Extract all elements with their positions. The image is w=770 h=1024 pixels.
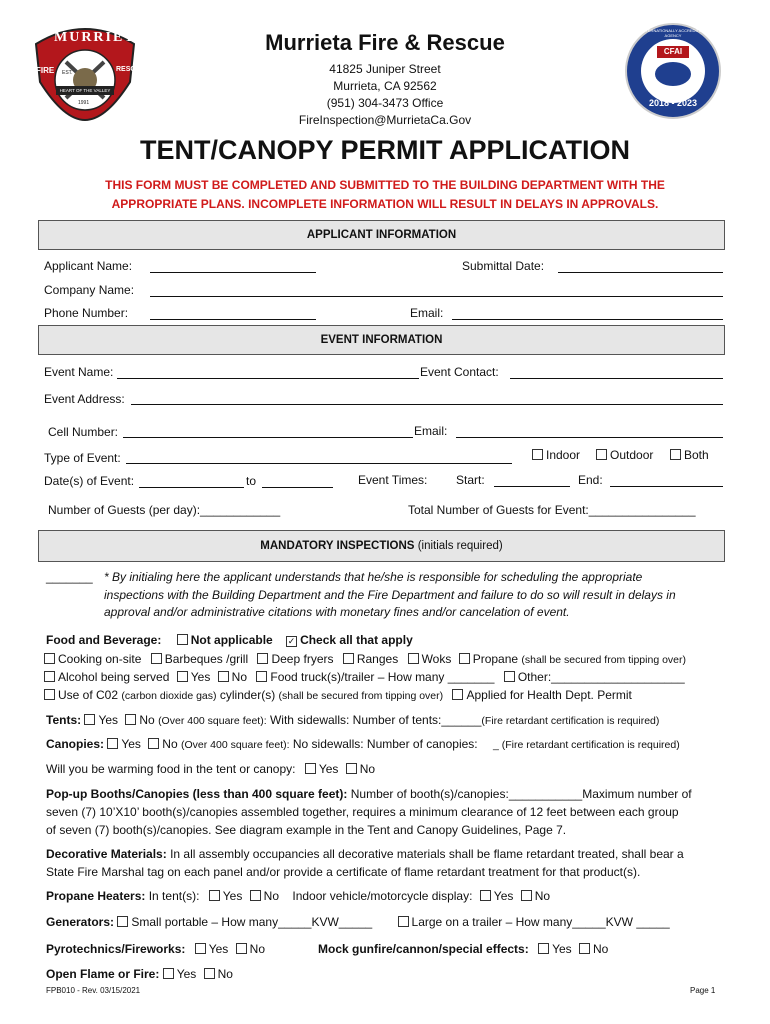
end-time-field[interactable] (610, 486, 723, 487)
date-from-field[interactable] (139, 487, 244, 488)
guests-per-day[interactable]: Number of Guests (per day):____________ (48, 503, 281, 517)
tents-yes-checkbox[interactable] (84, 714, 95, 725)
outdoor-checkbox[interactable] (596, 449, 607, 460)
form-title: TENT/CANOPY PERMIT APPLICATION (139, 135, 631, 165)
applicant-name-label: Applicant Name: (44, 259, 133, 273)
vehicle-yes-label: Yes (493, 889, 514, 903)
org-phone: (951) 304-3473 Office (326, 96, 444, 110)
event-address-label: Event Address: (44, 392, 125, 406)
bbq-option[interactable] (151, 652, 248, 666)
canopies-no-option[interactable] (148, 737, 177, 751)
pyro-no-option[interactable] (236, 942, 265, 956)
tents-no-option[interactable] (125, 713, 154, 727)
initials-text-line3: approval and/or administrative citations with monetary fines and/or cancelation of event. (104, 605, 570, 619)
to-label: to (246, 474, 257, 488)
company-name-field[interactable] (150, 296, 723, 297)
cooking-checkbox[interactable] (44, 653, 55, 664)
propane-heaters-row (46, 889, 550, 903)
warming-no-checkbox[interactable] (346, 763, 357, 774)
open-flame-label: Open Flame or Fire: (46, 967, 160, 981)
food-row3 (44, 688, 632, 702)
small-generator-option[interactable] (117, 915, 372, 929)
tents-yes-label: Yes (98, 713, 119, 727)
org-email: FireInspection@MurrietaCa.Gov (298, 113, 472, 127)
warming-yes-label: Yes (318, 762, 339, 776)
cell-number-field[interactable] (123, 437, 413, 438)
applicant-name-field[interactable] (150, 272, 316, 273)
event-contact-field[interactable] (510, 378, 723, 379)
mock-yes-label: Yes (552, 942, 572, 956)
logo-right-text: RESCUE (116, 66, 146, 73)
food-truck-label: Food truck(s)/trailer – How many _______ (270, 670, 495, 684)
applicant-email-field[interactable] (452, 319, 723, 320)
woks-label: Woks (421, 652, 452, 666)
tents-yes-option[interactable] (84, 713, 118, 727)
event-email-field[interactable] (456, 437, 723, 438)
both-checkbox[interactable] (670, 449, 681, 460)
canopies-cert-note[interactable]: _ (Fire retardant certification is required) (492, 739, 680, 751)
woks-option[interactable] (408, 652, 452, 666)
applicant-email-label: Email: (410, 306, 444, 320)
alcohol-option (44, 670, 169, 684)
warming-yes-option[interactable] (305, 762, 339, 776)
in-tents-label: In tent(s): (148, 889, 200, 903)
propane-yes-label: Yes (222, 889, 243, 903)
tents-label: Tents: (46, 713, 82, 727)
pyro-no-label: No (249, 942, 265, 956)
canopies-label: Canopies: (46, 737, 105, 751)
woks-checkbox[interactable] (408, 653, 419, 664)
generators-label: Generators: (46, 915, 115, 929)
warming-no-option[interactable] (346, 762, 375, 776)
decorative-text1: In all assembly occupancies all decorative materials shall be flame retardant treated, shall bear a (170, 847, 684, 861)
vehicle-no-checkbox[interactable] (521, 890, 532, 901)
co2-option[interactable] (44, 688, 118, 702)
event-contact-label: Event Contact: (420, 365, 499, 379)
mock-no-option[interactable] (579, 942, 608, 956)
popup-label: Pop-up Booths/Canopies (less than 400 square feet): (46, 787, 348, 801)
canopies-count-label: No sidewalls: Number of canopies: (292, 737, 478, 751)
check-all-option[interactable] (286, 633, 413, 647)
logo-left-text: FIRE (36, 66, 55, 75)
vehicle-yes-option[interactable] (480, 889, 514, 903)
warming-row (46, 762, 375, 776)
warming-yes-checkbox[interactable] (305, 763, 316, 774)
both-label: Both (684, 448, 709, 462)
food-truck-option[interactable] (256, 670, 494, 684)
propane-yes-option[interactable] (209, 889, 243, 903)
initials-text-line1: * By initialing here the applicant understands that he/she is responsible for scheduling the appropriate (104, 570, 643, 584)
food-row2 (44, 670, 685, 684)
seal-years-text: 2018 - 2023 (648, 98, 698, 108)
flame-yes-option[interactable] (163, 967, 197, 981)
canopies-no-checkbox[interactable] (148, 738, 159, 749)
submittal-date-label: Submittal Date: (462, 259, 545, 273)
large-generator-checkbox[interactable] (398, 916, 409, 927)
canopies-no-label: No (162, 737, 178, 751)
propane-no-label: No (263, 889, 280, 903)
food-beverage-row (46, 633, 413, 647)
org-address2: Murrieta, CA 92562 (333, 79, 437, 93)
start-time-field[interactable] (494, 486, 570, 487)
inspections-heading-text: MANDATORY INSPECTIONS (260, 540, 415, 552)
org-name: Murrieta Fire & Rescue (265, 30, 505, 55)
health-permit-label: Applied for Health Dept. Permit (466, 688, 632, 702)
flame-no-checkbox[interactable] (204, 968, 215, 979)
popup-line3: of seven (7) booth(s)/canopies. See diagram example in the Tent and Canopy Guidelines, Page 7. (46, 823, 567, 837)
company-name-label: Company Name: (44, 283, 135, 297)
indoor-label: Indoor (546, 448, 581, 462)
pyro-yes-checkbox[interactable] (195, 943, 206, 954)
cooking-onsite-option[interactable] (44, 652, 141, 666)
applicant-section-heading: APPLICANT INFORMATION (38, 220, 725, 250)
alcohol-no-checkbox[interactable] (218, 671, 229, 682)
deep-fryers-label: Deep fryers (271, 652, 334, 666)
end-label: End: (578, 473, 603, 487)
canopies-row (46, 737, 680, 751)
other-checkbox[interactable] (504, 671, 515, 682)
propane-no-checkbox[interactable] (250, 890, 261, 901)
mock-yes-checkbox[interactable] (538, 943, 549, 954)
mock-gunfire-row (318, 942, 608, 956)
submittal-date-field[interactable] (558, 272, 723, 273)
flame-yes-label: Yes (176, 967, 197, 981)
vehicle-no-option[interactable] (521, 889, 550, 903)
large-generator-option[interactable] (398, 915, 670, 929)
tents-no-checkbox[interactable] (125, 714, 136, 725)
total-guests[interactable]: Total Number of Guests for Event:________________ (408, 503, 696, 517)
start-label: Start: (456, 473, 485, 487)
pyro-no-checkbox[interactable] (236, 943, 247, 954)
both-option[interactable] (670, 448, 709, 462)
inspections-heading-note: (initials required) (417, 540, 503, 552)
open-flame-row (46, 967, 233, 981)
check-all-checkbox-icon[interactable]: ✓ (287, 636, 296, 646)
seal-center-text: CFAI (663, 47, 683, 56)
vehicle-display-label: Indoor vehicle/motorcycle display: (292, 889, 473, 903)
warning-line1: THIS FORM MUST BE COMPLETED AND SUBMITTED TO THE BUILDING DEPARTMENT WITH THE (105, 178, 665, 192)
propane-note: (shall be secured from tipping over) (521, 654, 686, 666)
flame-no-option[interactable] (204, 967, 233, 981)
canopies-yes-checkbox[interactable] (107, 738, 118, 749)
canopies-yes-option[interactable] (107, 737, 141, 751)
type-of-event-field[interactable] (126, 463, 512, 464)
alcohol-no-option[interactable] (218, 670, 247, 684)
flame-yes-checkbox[interactable] (163, 968, 174, 979)
org-address1: 41825 Juniper Street (329, 62, 441, 76)
flame-no-label: No (217, 967, 233, 981)
outdoor-label: Outdoor (610, 448, 654, 462)
propane-label: Propane (472, 652, 519, 666)
alcohol-yes-checkbox[interactable] (177, 671, 188, 682)
page-number: Page 1 (690, 986, 716, 995)
pyro-row (46, 942, 265, 956)
vehicle-no-label: No (534, 889, 551, 903)
ranges-label: Ranges (356, 652, 399, 666)
ranges-option[interactable] (343, 652, 398, 666)
type-of-event-label: Type of Event: (44, 451, 121, 465)
cylinder-label: cylinder(s) (219, 688, 276, 702)
small-generator-label: Small portable – How many_____KVW_____ (131, 915, 373, 929)
tents-count-field[interactable]: With sidewalls: Number of tents:______ (269, 713, 482, 727)
decorative-line1 (46, 847, 684, 861)
deep-fryers-option[interactable] (257, 652, 333, 666)
event-section-heading: EVENT INFORMATION (38, 325, 725, 355)
logo-est-text: EST. (62, 70, 73, 76)
alcohol-no-label: No (231, 670, 248, 684)
bbq-label: Barbeques /grill (164, 652, 249, 666)
not-applicable-checkbox[interactable] (177, 634, 188, 645)
propane-option[interactable] (459, 652, 518, 666)
popup-count-field[interactable]: Number of booth(s)/canopies:___________Maximum number of (350, 787, 692, 801)
co2-checkbox[interactable] (44, 689, 55, 700)
outdoor-option[interactable] (596, 448, 653, 462)
small-generator-checkbox[interactable] (117, 916, 128, 927)
health-permit-option[interactable] (452, 688, 631, 702)
food-row1 (44, 652, 686, 666)
form-number: FPB010 - Rev. 03/15/2021 (46, 986, 141, 995)
tents-note: (Over 400 square feet): (158, 715, 267, 727)
warming-label: Will you be warming food in the tent or canopy: (46, 762, 296, 776)
not-applicable-label: Not applicable (190, 633, 273, 647)
event-name-field[interactable] (117, 378, 419, 379)
alcohol-yes-label: Yes (190, 670, 211, 684)
initials-text-line2: inspections with the Building Department and the Fire Department and failure to do so will result in delays in (104, 588, 676, 602)
warning-line2: APPROPRIATE PLANS. INCOMPLETE INFORMATION WILL RESULT IN DELAYS IN APPROVALS. (111, 197, 659, 211)
event-times-label: Event Times: (358, 473, 428, 487)
dates-label: Date(s) of Event: (44, 474, 135, 488)
other-option[interactable] (504, 670, 685, 684)
cooking-label: Cooking on-site (58, 652, 142, 666)
popup-line2: seven (7) 10’X10’ booth(s)/canopies assembled together, requires a minimum clearance of 12 feet between each group (46, 805, 679, 819)
alcohol-checkbox[interactable] (44, 671, 55, 682)
phone-number-field[interactable] (150, 319, 316, 320)
cylinder-note: (shall be secured from tipping over) (278, 690, 444, 702)
popup-line1 (46, 787, 692, 801)
decorative-line2: State Fire Marshal tag on each panel and/or provide a certificate of flame retardant treatment for that product(s). (46, 865, 641, 879)
other-label: Other:____________________ (517, 670, 685, 684)
large-generator-label: Large on a trailer – How many_____KVW _____ (411, 915, 670, 929)
not-applicable-option[interactable] (177, 633, 273, 647)
bbq-checkbox[interactable] (151, 653, 162, 664)
seal-ring-text: INTERNATIONALLY ACCREDITED AGENCY (641, 28, 705, 38)
check-all-label: Check all that apply (300, 633, 413, 647)
decorative-label: Decorative Materials: (46, 847, 167, 861)
date-to-field[interactable] (262, 487, 333, 488)
event-email-label: Email: (414, 424, 448, 438)
co2-label: Use of C02 (58, 688, 119, 702)
indoor-checkbox[interactable] (532, 449, 543, 460)
phone-number-label: Phone Number: (44, 306, 129, 320)
propane-no-option[interactable] (250, 889, 279, 903)
mock-no-label: No (592, 942, 609, 956)
health-permit-checkbox[interactable] (452, 689, 463, 700)
event-name-label: Event Name: (44, 365, 114, 379)
pyro-yes-option[interactable] (195, 942, 229, 956)
cell-number-label: Cell Number: (48, 425, 119, 439)
propane-heaters-label: Propane Heaters: (46, 889, 146, 903)
co2-note: (carbon dioxide gas) (121, 690, 217, 702)
logo-top-text: MURRIETA (54, 30, 147, 45)
tents-row (46, 713, 659, 727)
generators-row (46, 915, 670, 929)
event-address-field[interactable] (131, 404, 723, 405)
tents-no-label: No (139, 713, 155, 727)
deep-fryers-checkbox[interactable] (257, 653, 268, 664)
pyro-label: Pyrotechnics/Fireworks: (46, 942, 186, 956)
propane-yes-checkbox[interactable] (209, 890, 220, 901)
alcohol-label: Alcohol being served (58, 670, 170, 684)
indoor-option[interactable] (532, 448, 580, 462)
pyro-yes-label: Yes (208, 942, 229, 956)
warming-no-label: No (359, 762, 376, 776)
alcohol-yes-option[interactable] (177, 670, 211, 684)
food-truck-checkbox[interactable] (256, 671, 267, 682)
mock-yes-option[interactable] (538, 942, 572, 956)
cfai-accreditation-seal (624, 22, 722, 120)
food-beverage-label: Food and Beverage: (46, 633, 162, 647)
mock-no-checkbox[interactable] (579, 943, 590, 954)
initials-field[interactable]: _______ (46, 570, 93, 584)
murrieta-fire-logo (26, 22, 147, 122)
tents-cert-note: (Fire retardant certification is required) (481, 715, 660, 727)
mock-gunfire-label: Mock gunfire/cannon/special effects: (318, 942, 529, 956)
canopies-note: (Over 400 square feet): (180, 739, 290, 751)
ranges-checkbox[interactable] (343, 653, 354, 664)
propane-checkbox[interactable] (459, 653, 470, 664)
inspections-section-heading (38, 530, 725, 562)
vehicle-yes-checkbox[interactable] (480, 890, 491, 901)
canopies-yes-label: Yes (121, 737, 141, 751)
logo-year-text: 1991 (78, 100, 90, 106)
logo-ribbon-text: HEART OF THE VALLEY (59, 88, 111, 93)
